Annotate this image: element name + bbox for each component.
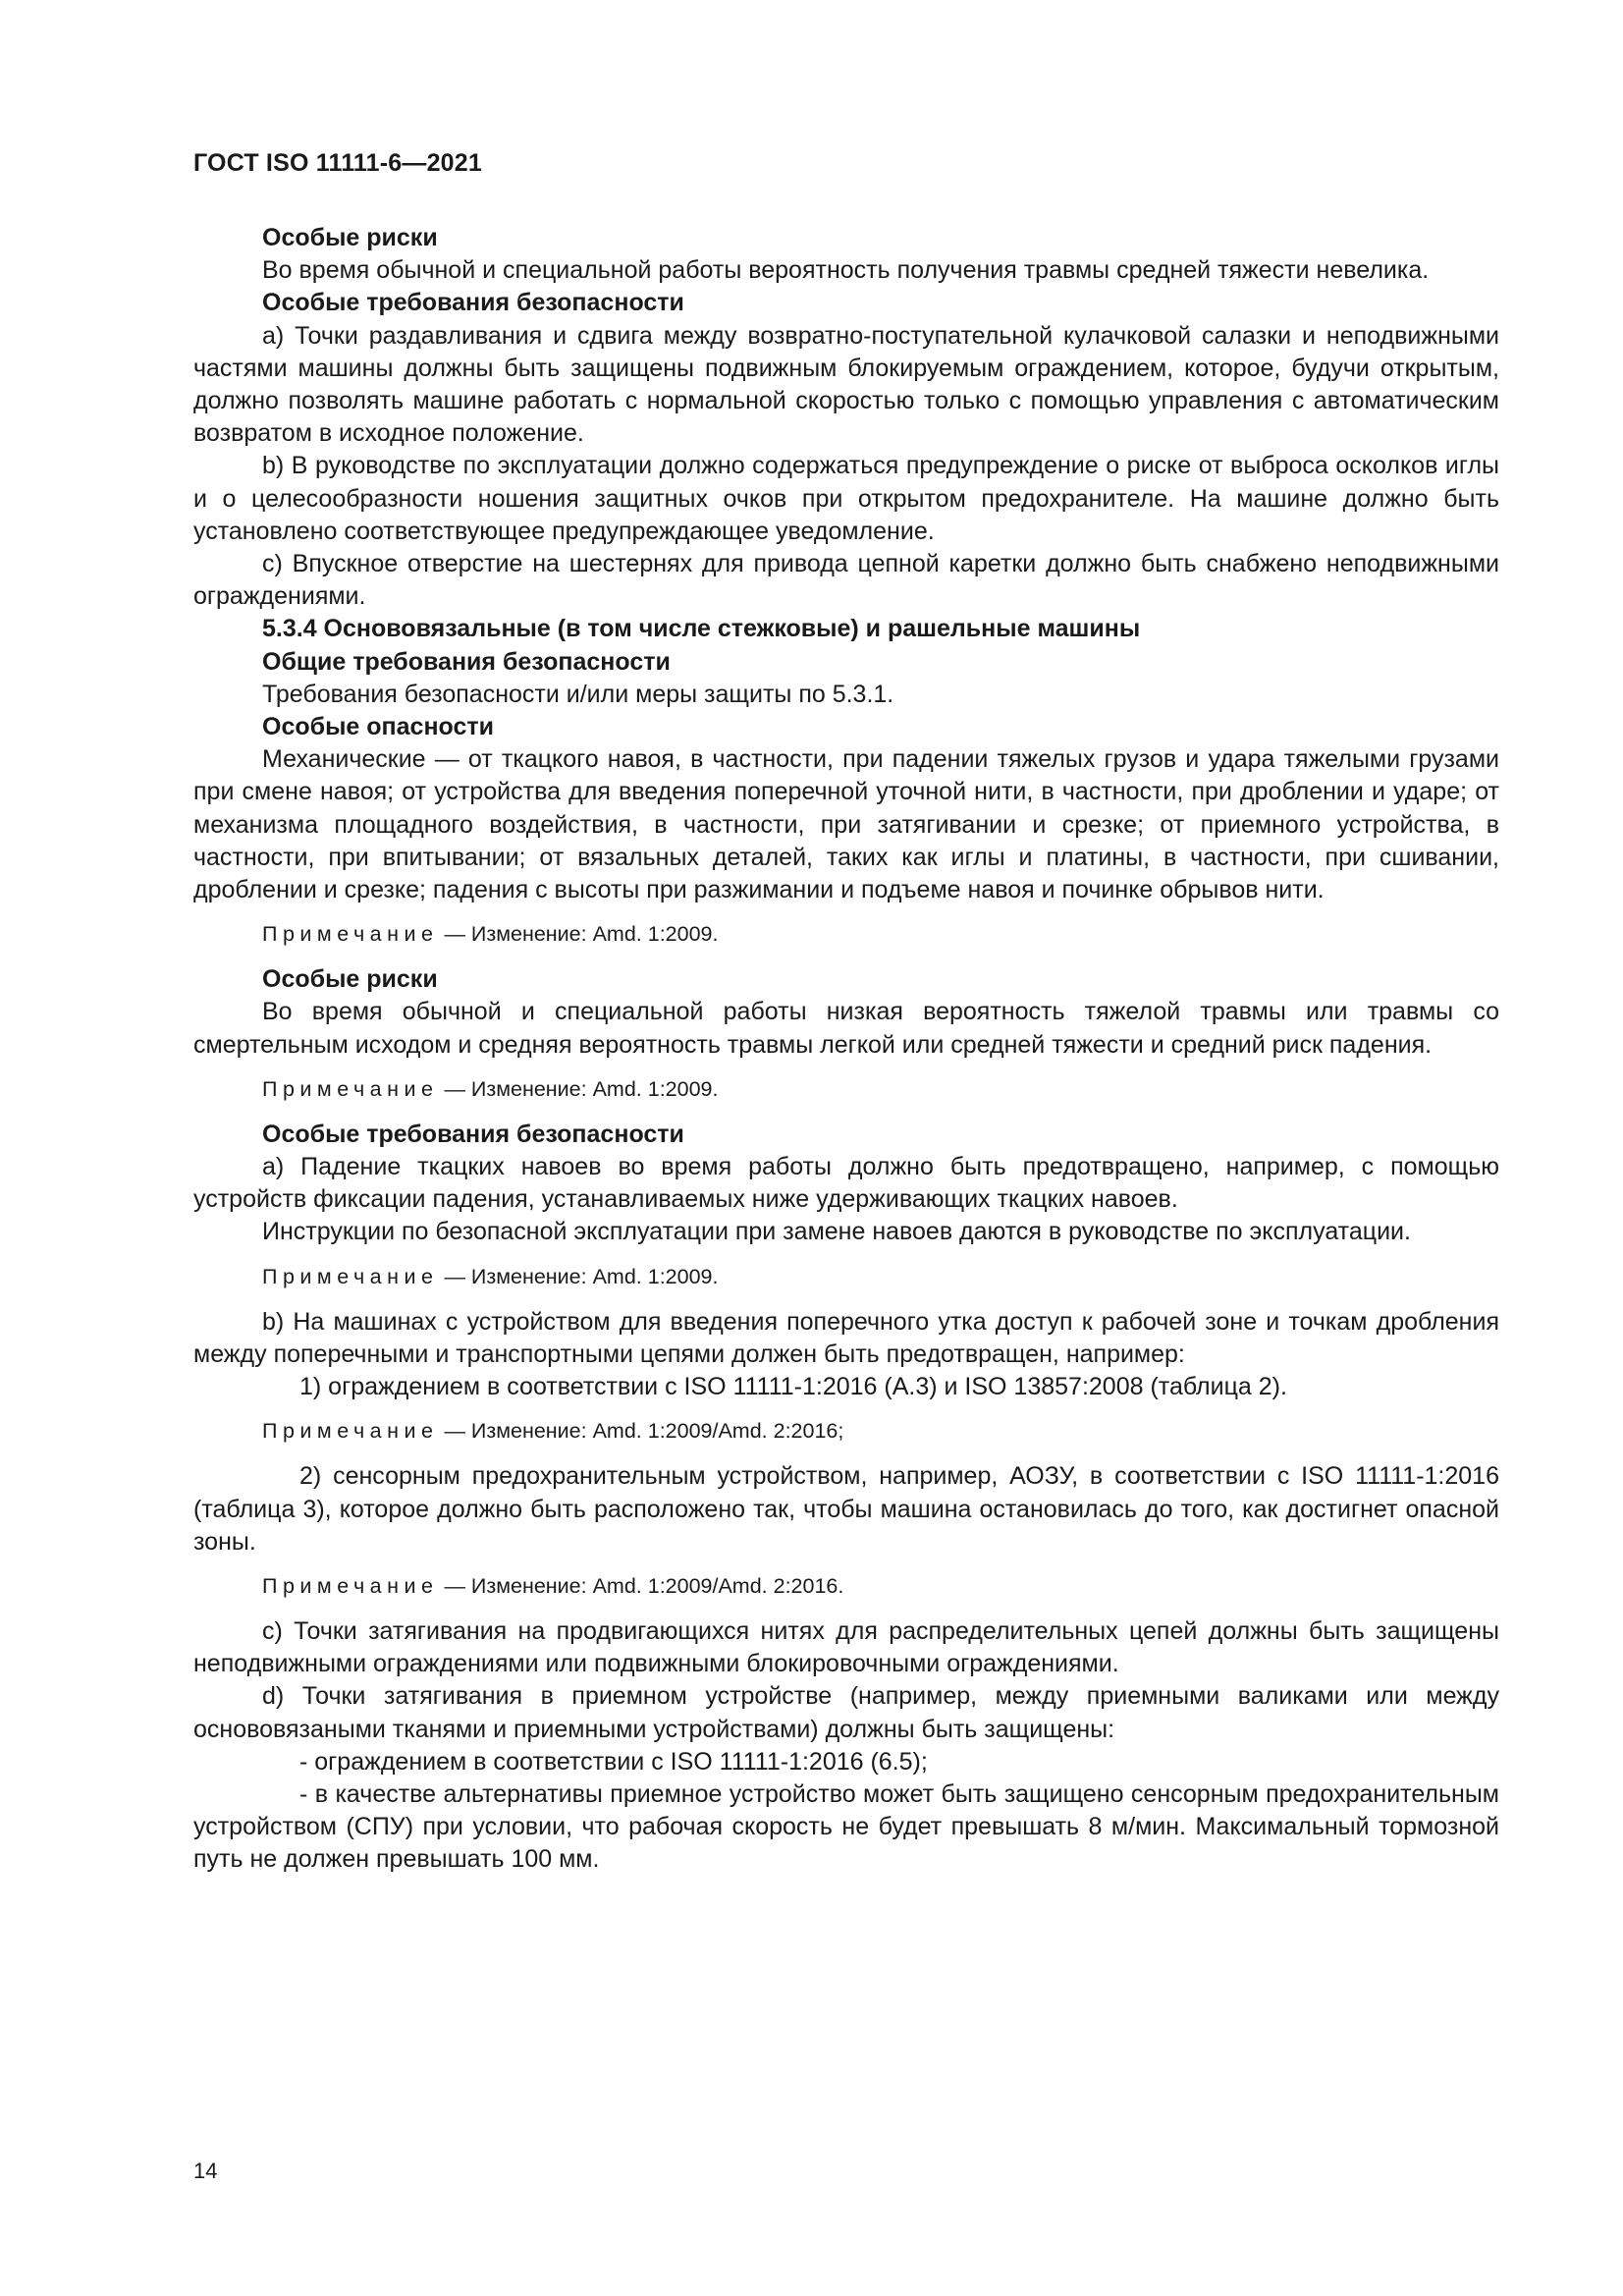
paragraph: Во время обычной и специальной работы низкая вероятность тяжелой травмы или травмы со смертельным исходом и средняя вероятность травмы легкой или средней тяжести и средний риск падения. (193, 998, 1499, 1059)
note (193, 1074, 1499, 1104)
section-heading: Общие требования безопасности (262, 647, 671, 676)
note-text: — Изменение: Amd. 1:2009/Amd. 2:2016; (444, 1419, 844, 1444)
note-text: — Изменение: Amd. 1:2009. (444, 1264, 719, 1288)
paragraph: b) На машинах с устройством для введения поперечного утка доступ к рабочей зоне и точкам дробления между поперечными и транспортными цепями должен быть предотвращен, например: (193, 1307, 1499, 1368)
note (193, 1571, 1499, 1601)
paragraph: b) В руководстве по эксплуатации должно содержаться предупреждение о риске от выброса осколков иглы и о целесообразности ношения защитных очков при открытом предохранителе. На машине должно быть установлено соответствующее предупреждающее уведомление. (193, 452, 1499, 545)
note-text: — Изменение: Amd. 1:2009/Amd. 2:2016. (444, 1573, 844, 1598)
section-heading: Особые опасности (262, 713, 494, 741)
paragraph: c) Впускное отверстие на шестернях для привода цепной каретки должно быть снабжено неподвижными ограждениями. (193, 550, 1499, 611)
document-body (193, 222, 1499, 1877)
list-item: 2) сенсорным предохранительным устройством, например, АОЗУ, в соответствии с ISO 11111-1:2016 (таблица 3), которое должно быть расположено так, чтобы машина остановилась до того, как достигнет опасной зоны. (193, 1462, 1499, 1556)
section-heading: Особые требования безопасности (262, 289, 684, 317)
note-text: — Изменение: Amd. 1:2009. (444, 922, 719, 947)
section-heading: Особые риски (262, 965, 438, 994)
note-label: Примечание (262, 1076, 439, 1101)
paragraph: d) Точки затягивания в приемном устройстве (например, между приемными валиками или между основовязаными тканями и приемными устройствами) должны быть защищены: (193, 1682, 1499, 1743)
running-header: ГОСТ ISO 11111-6—2021 (193, 149, 482, 177)
section-heading: Особые риски (262, 224, 438, 251)
paragraph: c) Точки затягивания на продвигающихся нитях для распределительных цепей должны быть защищены неподвижными ограждениями или подвижными блокировочными ограждениями. (193, 1616, 1499, 1678)
note-label: Примечание (262, 922, 439, 947)
note-label: Примечание (262, 1419, 439, 1444)
paragraph: a) Точки раздавливания и сдвига между возвратно-поступательной кулачковой салазки и неподвижными частями машины должны быть защищены подвижным блокируемым ограждением, которое, будучи открытым, должно позволять машине работать с нормальной скоростью только с помощью управления с автоматическим возвратом в исходное положение. (193, 321, 1499, 448)
note-label: Примечание (262, 1264, 439, 1288)
paragraph: Механические — от ткацкого навоя, в частности, при падении тяжелых грузов и удара тяжелыми грузами при смене навоя; от устройства для введения поперечной уточной нити, в частности, при дроблении и ударе; от механизма площадного воздействия, в частности, при затягивании и срезке; от приемного устройства, в частности, при впитывании; от вязальных деталей, таких как иглы и платины, в частности, при сшивании, дроблении и срезке; падения с высоты при разжимании и подъеме навоя и починке обрывов нити. (193, 745, 1499, 904)
paragraph: a) Падение ткацких навоев во время работы должно быть предотвращено, например, с помощью устройств фиксации падения, устанавливаемых ниже удерживающих ткацких навоев. (193, 1153, 1499, 1214)
note (193, 1416, 1499, 1446)
page-number: 14 (193, 2159, 218, 2183)
list-item: - ограждением в соответствии с ISO 11111-1:2016 (6.5); (299, 1747, 928, 1776)
section-heading: 5.3.4 Основовязальные (в том числе стежковые) и рашельные машины (262, 615, 1141, 643)
list-item: - в качестве альтернативы приемное устройство может быть защищено сенсорным предохранительным устройством (СПУ) при условии, что рабочая скорость не будет превышать 8 м/мин. Максимальный тормозной путь не должен превышать 100 мм. (193, 1779, 1499, 1874)
note-label: Примечание (262, 1573, 439, 1598)
paragraph: Требования безопасности и/или меры защиты по 5.3.1. (262, 680, 894, 708)
paragraph: Во время обычной и специальной работы вероятность получения травмы средней тяжести невелика. (262, 256, 1430, 285)
note-text: — Изменение: Amd. 1:2009. (444, 1076, 719, 1101)
note (193, 1262, 1499, 1291)
paragraph: Инструкции по безопасной эксплуатации при замене навоев даются в руководстве по эксплуатации. (262, 1218, 1411, 1246)
section-heading: Особые требования безопасности (262, 1120, 684, 1148)
note (193, 919, 1499, 949)
list-item: 1) ограждением в соответствии с ISO 11111-1:2016 (A.3) и ISO 13857:2008 (таблица 2). (299, 1373, 1287, 1401)
